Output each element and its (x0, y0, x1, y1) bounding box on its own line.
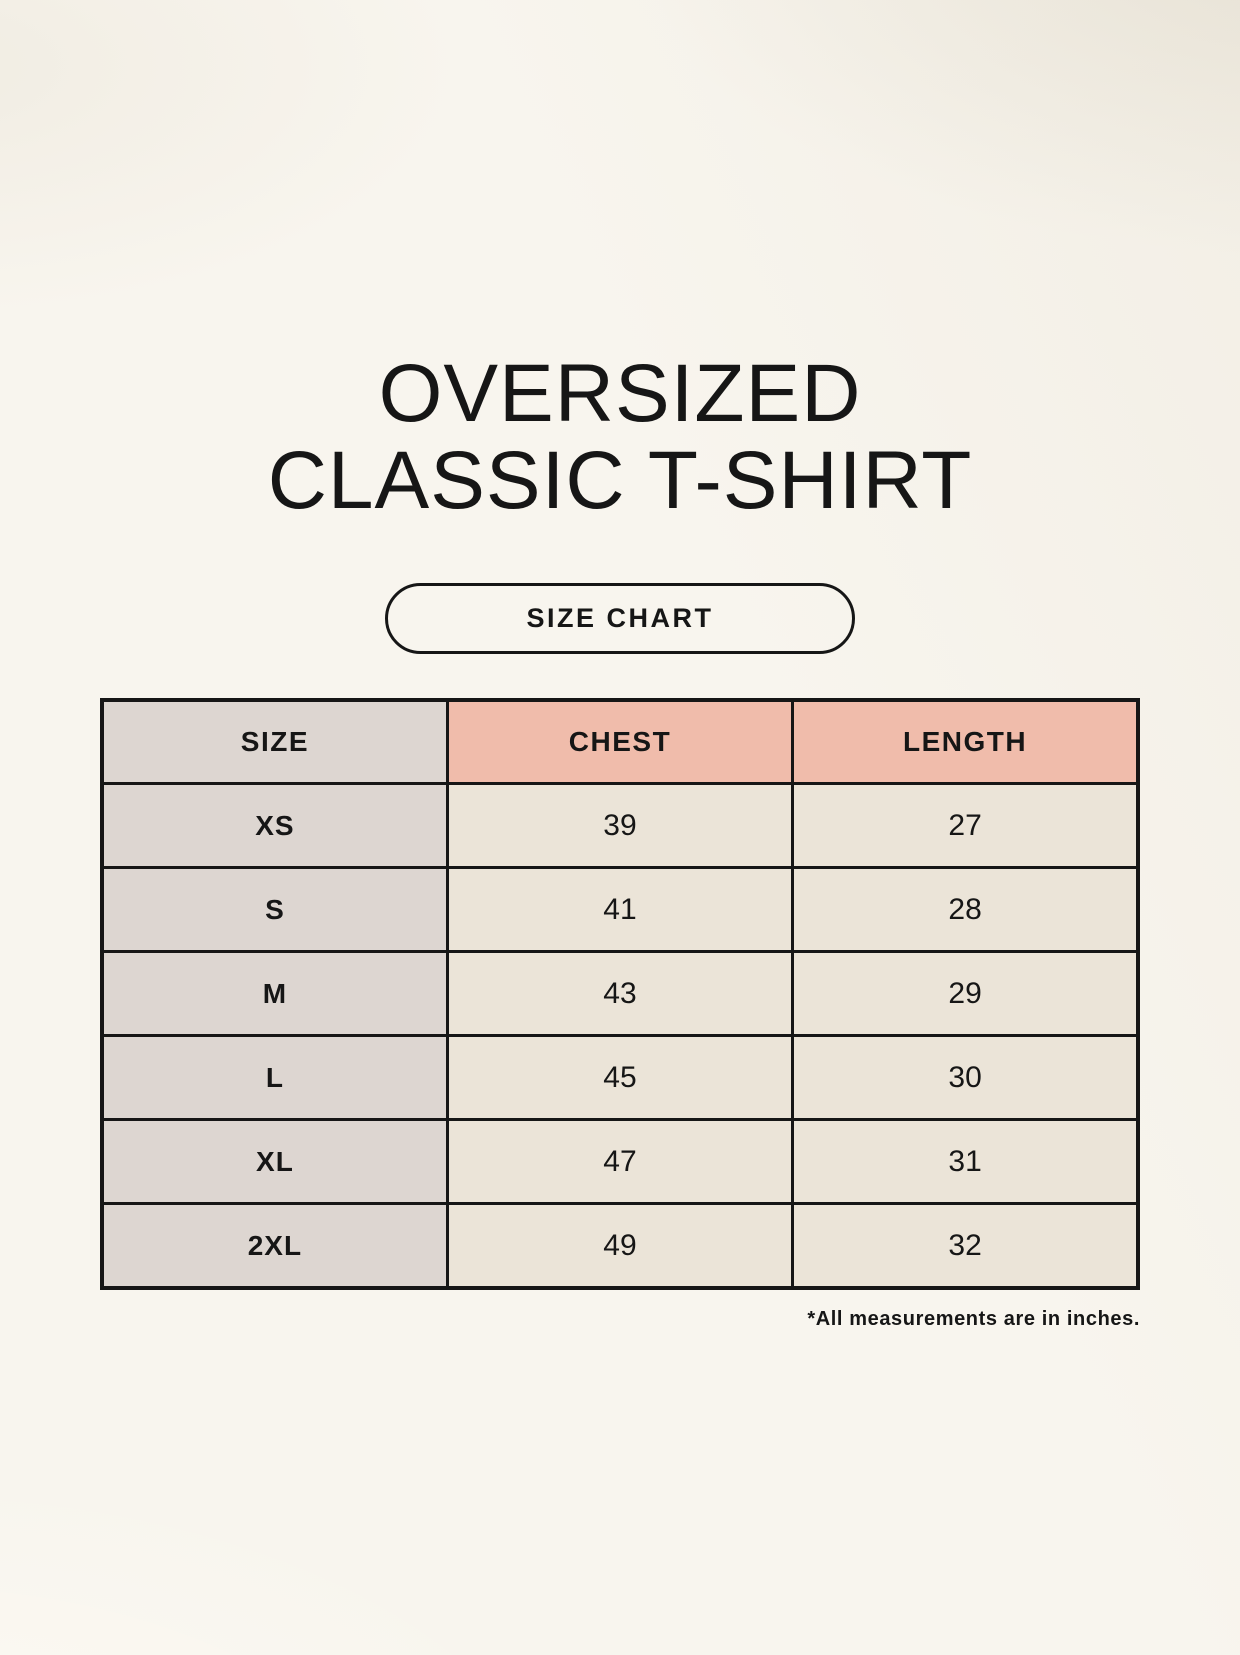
chest-cell: 47 (447, 1120, 792, 1204)
length-cell: 32 (793, 1204, 1138, 1288)
page-title-line-1: OVERSIZED (378, 347, 862, 439)
size-chart-table-body (102, 784, 1138, 1288)
page-header (0, 55, 1240, 654)
chest-cell: 39 (447, 784, 792, 868)
chest-cell: 49 (447, 1204, 792, 1288)
header-row (102, 700, 1138, 784)
table-row-l (102, 1036, 1138, 1120)
size-cell: XS (102, 784, 447, 868)
size-chart-button[interactable]: SIZE CHART (385, 583, 855, 654)
page-title (0, 55, 1240, 525)
size-chart-table-header (102, 700, 1138, 784)
table-row-m (102, 952, 1138, 1036)
chest-cell: 45 (447, 1036, 792, 1120)
chest-cell: 41 (447, 868, 792, 952)
header-cell-length: LENGTH (793, 700, 1138, 784)
table-row-s (102, 868, 1138, 952)
chest-cell: 43 (447, 952, 792, 1036)
table-row-xs (102, 784, 1138, 868)
length-cell: 28 (793, 868, 1138, 952)
header-cell-size: SIZE (102, 700, 447, 784)
size-cell: XL (102, 1120, 447, 1204)
length-cell: 27 (793, 784, 1138, 868)
measurements-footnote: *All measurements are in inches. (807, 1307, 1140, 1330)
length-cell: 29 (793, 952, 1138, 1036)
page-title-line-2: CLASSIC T-SHIRT (267, 434, 973, 526)
header-cell-chest: CHEST (447, 700, 792, 784)
table-row-2xl (102, 1204, 1138, 1288)
size-cell: S (102, 868, 447, 952)
size-cell: 2XL (102, 1204, 447, 1288)
size-chart-table (100, 698, 1140, 1290)
length-cell: 30 (793, 1036, 1138, 1120)
length-cell: 31 (793, 1120, 1138, 1204)
size-cell: L (102, 1036, 447, 1120)
table-row-xl (102, 1120, 1138, 1204)
size-cell: M (102, 952, 447, 1036)
